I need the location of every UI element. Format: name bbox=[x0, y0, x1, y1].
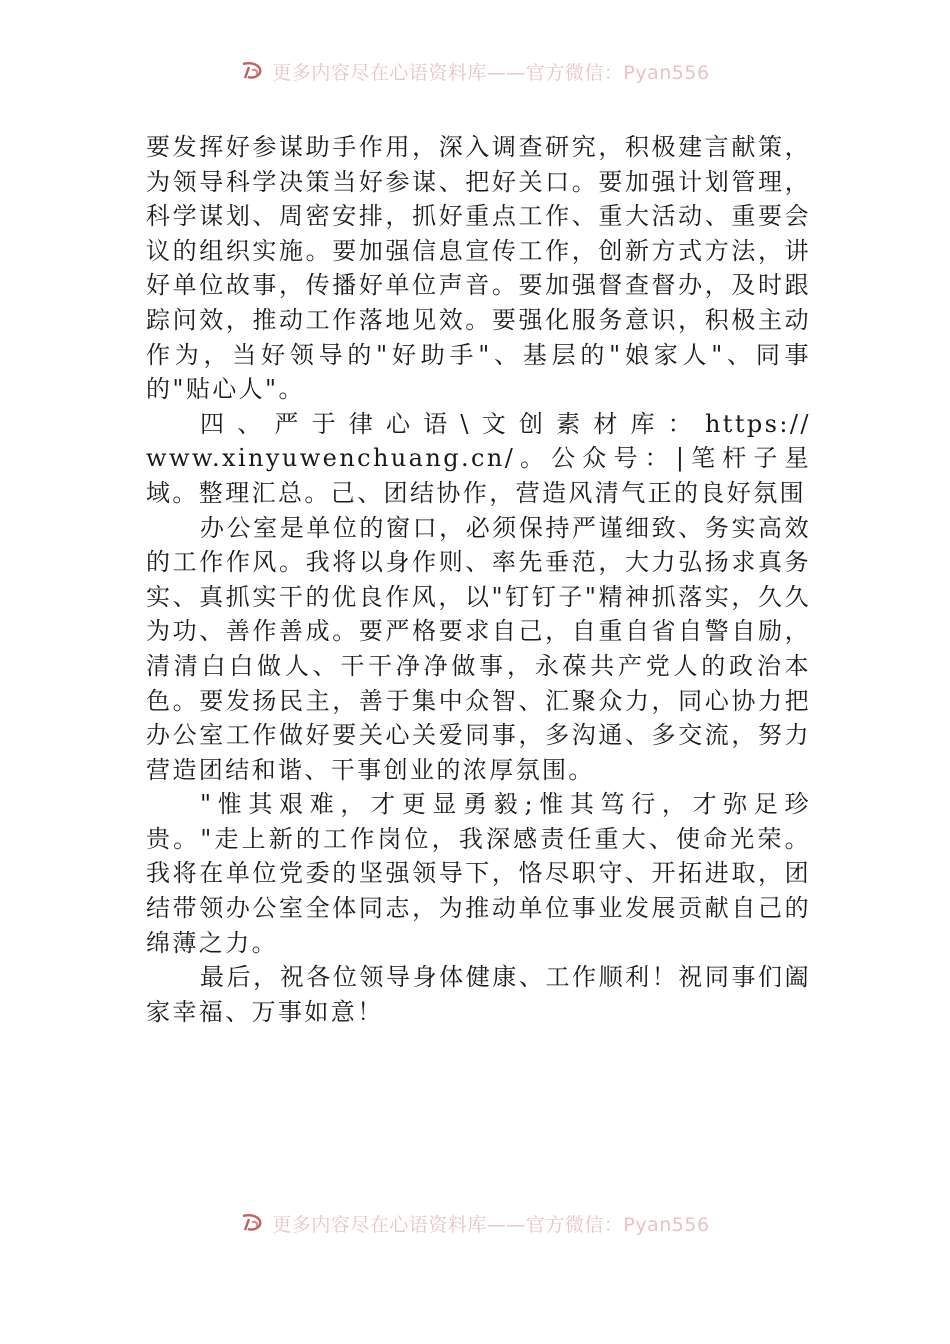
watermark-text: 更多内容尽在心语资料库——官方微信：Pyan556 bbox=[272, 61, 710, 84]
paragraph-closing-wishes: 最后，祝各位领导身体健康、工作顺利！祝同事们阖家幸福、万事如意！ bbox=[146, 963, 811, 1026]
heading-glyph: 创 bbox=[518, 409, 546, 438]
heading-glyph: 材 bbox=[593, 409, 620, 438]
heading-glyph: 严 bbox=[274, 409, 301, 438]
heading-glyph: 文 bbox=[481, 409, 509, 438]
heading-glyph: https:// bbox=[704, 409, 811, 438]
heading-glyph: 库 bbox=[630, 409, 657, 438]
watermark-text: 更多内容尽在心语资料库——官方微信：Pyan556 bbox=[272, 1213, 710, 1236]
heading-glyph: 心 bbox=[386, 409, 413, 438]
heading-glyph: 、 bbox=[237, 409, 264, 438]
heading-glyph: 素 bbox=[556, 409, 583, 438]
brand-logo-icon bbox=[240, 60, 266, 82]
heading-glyph: 语 bbox=[423, 409, 450, 438]
paragraph-commitment: "惟其艰难，才更显勇毅;惟其笃行，才弥足珍贵。"走上新的工作岗位，我深感责任重大、使命光荣。我将在单位党委的坚强领导下，恪尽职守、开拓进取，团结带领办公室全体同志，为推动单位事业发展贡献自己的绵薄之力。 bbox=[146, 790, 811, 957]
paragraph-work-style: 办公室是单位的窗口，必须保持严谨细致、务实高效的工作作风。我将以身作则、率先垂范，大力弘扬求真务实、真抓实干的优良作风，以"钉钉子"精神抓落实，久久为功、善作善成。要严格要求自己，自重自省自警自励，清清白白做人、干干净净做事，永葆共产党人的政治本色。要发扬民主，善于集中众智、汇聚众力，同心协力把办公室工作做好要关心关爱同事，多沟通、多交流，努力营造团结和谐、干事创业的浓厚氛围。 bbox=[146, 513, 811, 784]
heading-glyph: ： bbox=[667, 409, 695, 438]
heading-glyph: 于 bbox=[311, 409, 339, 438]
paragraph-staff-role: 要发挥好参谋助手作用，深入调查研究，积极建言献策，为领导科学决策当好参谋、把好关口。要加强计划管理，科学谋划、周密安排，抓好重点工作、重大活动、重要会议的组织实施。要加强信息宣传工作，创新方式方法，讲好单位故事，传播好单位声音。要加强督查督办，及时跟踪问效，推动工作落地见效。要强化服务意识，积极主动作为，当好领导的"好助手"、基层的"娘家人"、同事的"贴心人"。 bbox=[146, 133, 811, 404]
heading-glyph: 律 bbox=[348, 409, 376, 438]
brand-logo-icon bbox=[240, 1212, 266, 1234]
heading-glyph: 四 bbox=[200, 409, 227, 438]
heading-glyph: \ bbox=[460, 409, 471, 438]
footer-watermark bbox=[0, 1206, 950, 1240]
document-body bbox=[146, 130, 811, 1029]
header-watermark bbox=[0, 54, 950, 88]
section-heading-continuation: www.xinyuwenchuang.cn/。公众号：|笔杆子星域。整理汇总。己、团结协作，营造风清气正的良好氛围 bbox=[146, 444, 811, 507]
section-heading-line bbox=[146, 407, 811, 442]
